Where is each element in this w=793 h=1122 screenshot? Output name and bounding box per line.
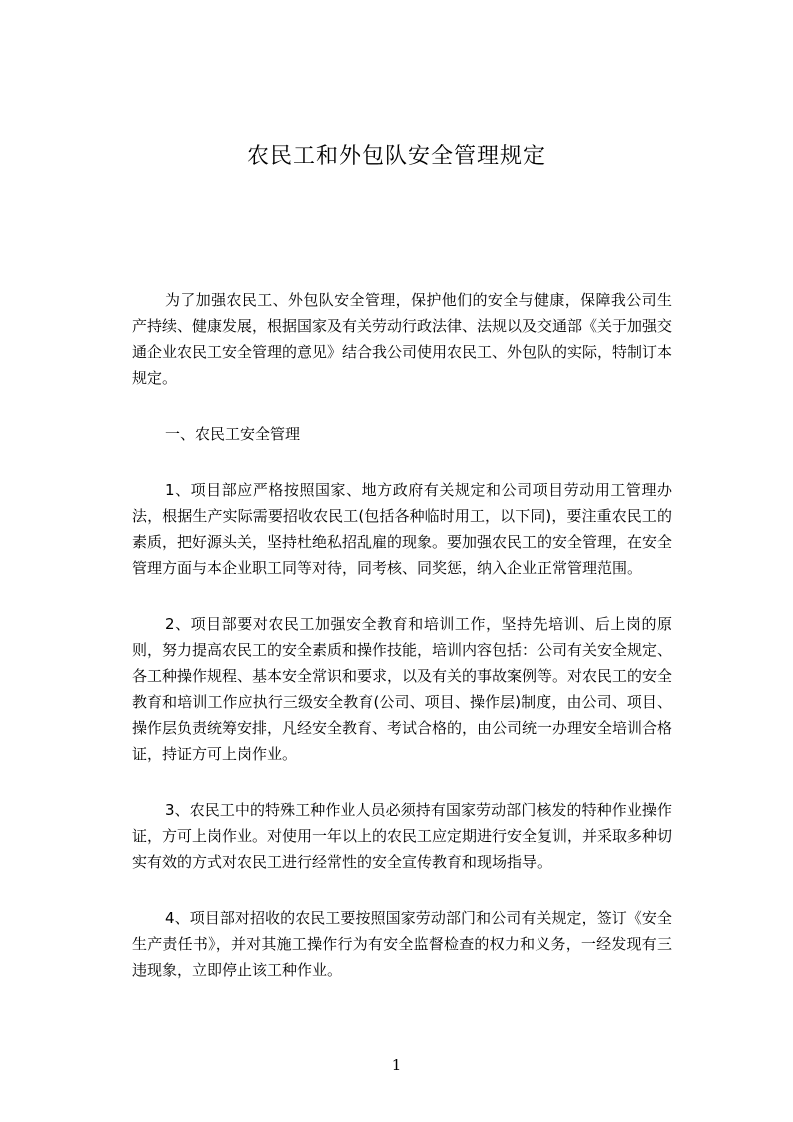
- clause-paragraph: 4、项目部对招收的农民工要按照国家劳动部门和公司有关规定，签订《安全生产责任书》，并对其施工操作行为有安全监督检查的权力和义务，一经发现有三违现象，立即停止该工种作业。: [132, 909, 672, 979]
- section-heading: 一、农民工安全管理: [165, 425, 301, 443]
- clause-paragraph: 3、农民工中的特殊工种作业人员必须持有国家劳动部门核发的特种作业操作证，方可上岗作业。对使用一年以上的农民工应定期进行安全复训，并采取多种切实有效的方式对农民工进行经常性的安全宣传教育和现场指导。: [132, 801, 673, 871]
- clause-paragraph: 1、项目部应严格按照国家、地方政府有关规定和公司项目劳动用工管理办法，根据生产实际需要招收农民工(包括各种临时用工，以下同)，要注重农民工的素质，把好源头关，坚持杜绝私招乱雇的现象。要加强农民工的安全管理，在安全管理方面与本企业职工同等对待，同考核、同奖惩，纳入企业正常管理范围。: [132, 481, 673, 577]
- document-title: 农民工和外包队安全管理规定: [246, 144, 546, 169]
- document-body: [132, 287, 672, 983]
- clause-paragraph: 2、项目部要对农民工加强安全教育和培训工作，坚持先培训、后上岗的原则，努力提高农民工的安全素质和操作技能，培训内容包括：公司有关安全规定、各工种操作规程、基本安全常识和要求，以及有关的事故案例等。对农民工的安全教育和培训工作应执行三级安全教育(公司、项目、操作层)制度，由公司、项目、操作层负责统筹安排，凡经安全教育、考试合格的，由公司统一办理安全培训合格证，持证方可上岗作业。: [132, 615, 673, 763]
- intro-paragraph: 为了加强农民工、外包队安全管理，保护他们的安全与健康，保障我公司生产持续、健康发展，根据国家及有关劳动行政法律、法规以及交通部《关于加强交通企业农民工安全管理的意见》结合我公司使用农民工、外包队的实际，特制订本规定。: [132, 291, 673, 387]
- page-number: 1: [391, 1056, 402, 1074]
